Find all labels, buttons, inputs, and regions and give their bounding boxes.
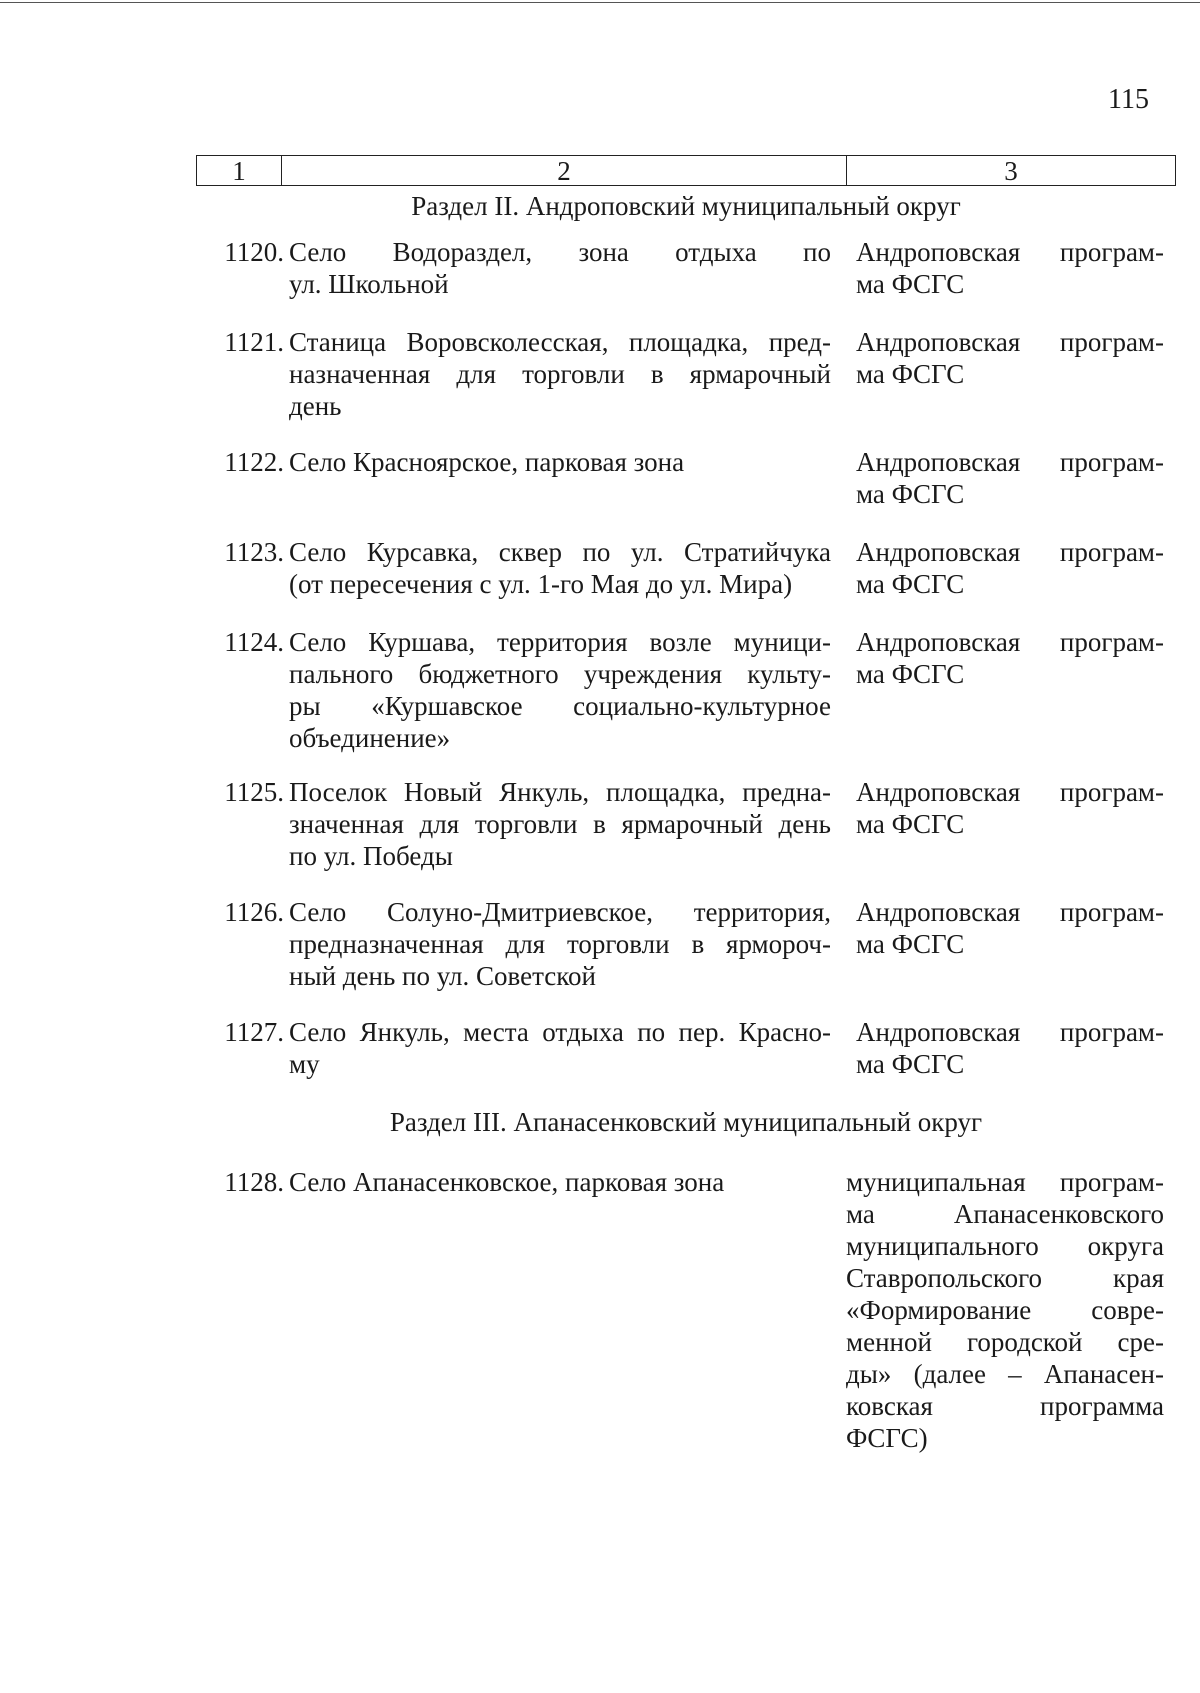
description-line: ры «Куршавское социально-культурное xyxy=(289,691,831,721)
top-rule xyxy=(0,2,1200,3)
row-program xyxy=(856,776,1164,840)
row-number: 1121. xyxy=(224,327,284,357)
row-program xyxy=(856,536,1164,600)
row-program xyxy=(856,446,1164,510)
program-line: Андроповская програм- xyxy=(856,237,1164,267)
description-line: Село Янкуль, места отдыха по пер. Красно- xyxy=(289,1017,831,1047)
description-line: предназначенная для торговли в ярмороч- xyxy=(289,929,831,959)
row-number: 1127. xyxy=(224,1017,284,1047)
program-line: «Формирование совре- xyxy=(846,1295,1164,1325)
row-description xyxy=(289,446,831,478)
description-line: Село Апанасенковское, парковая зона xyxy=(289,1167,725,1197)
description-line: объединение» xyxy=(289,723,451,753)
description-line: Станица Воровсколесская, площадка, пред- xyxy=(289,327,831,357)
section-title-apanasenkovsky: Раздел III. Апанасенковский муниципальный округ xyxy=(389,1107,983,1137)
column-header-row xyxy=(196,155,1176,186)
row-program xyxy=(846,1166,1164,1454)
row-description xyxy=(289,896,831,992)
row-description xyxy=(289,776,831,872)
row-number: 1125. xyxy=(224,777,284,807)
row-description xyxy=(289,536,831,600)
description-line: Поселок Новый Янкуль, площадка, предна- xyxy=(289,777,831,807)
description-line: му xyxy=(289,1049,320,1079)
row-number: 1122. xyxy=(224,447,284,477)
description-line: пального бюджетного учреждения культу- xyxy=(289,659,831,689)
program-line: муниципальная програм- xyxy=(846,1167,1164,1197)
description-line: по ул. Победы xyxy=(289,841,453,871)
program-line: ма Апанасенковского xyxy=(846,1199,1164,1229)
program-line: ма ФСГС xyxy=(856,659,965,689)
program-line: ковская программа xyxy=(846,1391,1164,1421)
description-line: (от пересечения с ул. 1-го Мая до ул. Мира) xyxy=(289,569,793,599)
column-header-1: 1 xyxy=(197,156,282,185)
program-line: муниципального округа xyxy=(846,1231,1164,1261)
row-number: 1128. xyxy=(224,1167,284,1197)
program-line: ма ФСГС xyxy=(856,359,965,389)
program-line: ФСГС) xyxy=(846,1423,928,1453)
description-line: Село Куршава, территория возле муници- xyxy=(289,627,831,657)
description-line: ул. Школьной xyxy=(289,269,449,299)
row-number: 1120. xyxy=(224,237,284,267)
row-description xyxy=(289,1166,831,1198)
program-line: Андроповская програм- xyxy=(856,1017,1164,1047)
program-line: ма ФСГС xyxy=(856,269,965,299)
program-line: ды» (далее – Апанасен- xyxy=(846,1359,1164,1389)
row-description xyxy=(289,626,831,754)
row-description xyxy=(289,1016,831,1080)
description-line: Село Водораздел, зона отдыха по xyxy=(289,237,831,267)
description-line: день xyxy=(289,391,342,421)
description-line: ный день по ул. Советской xyxy=(289,961,596,991)
program-line: Андроповская програм- xyxy=(856,897,1164,927)
column-header-3: 3 xyxy=(1004,156,1018,186)
page-number: 115 xyxy=(1108,84,1149,115)
program-line: ма ФСГС xyxy=(856,569,965,599)
description-line: Село Курсавка, сквер по ул. Стратийчука xyxy=(289,537,831,567)
row-description xyxy=(289,236,831,300)
row-program xyxy=(856,236,1164,300)
description-line: назначенная для торговли в ярмарочный xyxy=(289,359,831,389)
row-program xyxy=(856,1016,1164,1080)
program-line: ма ФСГС xyxy=(856,479,965,509)
row-program xyxy=(856,326,1164,390)
row-description xyxy=(289,326,831,422)
section-title-andropovsky: Раздел II. Андроповский муниципальный округ xyxy=(411,191,961,221)
row-number: 1124. xyxy=(224,627,284,657)
program-line: Ставропольского края xyxy=(846,1263,1164,1293)
program-line: Андроповская програм- xyxy=(856,627,1164,657)
description-line: значенная для торговли в ярмарочный день xyxy=(289,809,831,839)
program-line: ма ФСГС xyxy=(856,1049,965,1079)
program-line: Андроповская програм- xyxy=(856,537,1164,567)
program-line: ма ФСГС xyxy=(856,809,965,839)
description-line: Село Солуно-Дмитриевское, территория, xyxy=(289,897,831,927)
row-number: 1123. xyxy=(224,537,284,567)
program-line: ма ФСГС xyxy=(856,929,965,959)
column-header-2: 2 xyxy=(282,156,847,185)
row-program xyxy=(856,626,1164,690)
description-line: Село Красноярское, парковая зона xyxy=(289,447,685,477)
program-line: менной городской сре- xyxy=(846,1327,1164,1357)
program-line: Андроповская програм- xyxy=(856,777,1164,807)
program-line: Андроповская програм- xyxy=(856,327,1164,357)
program-line: Андроповская програм- xyxy=(856,447,1164,477)
row-number: 1126. xyxy=(224,897,284,927)
row-program xyxy=(856,896,1164,960)
